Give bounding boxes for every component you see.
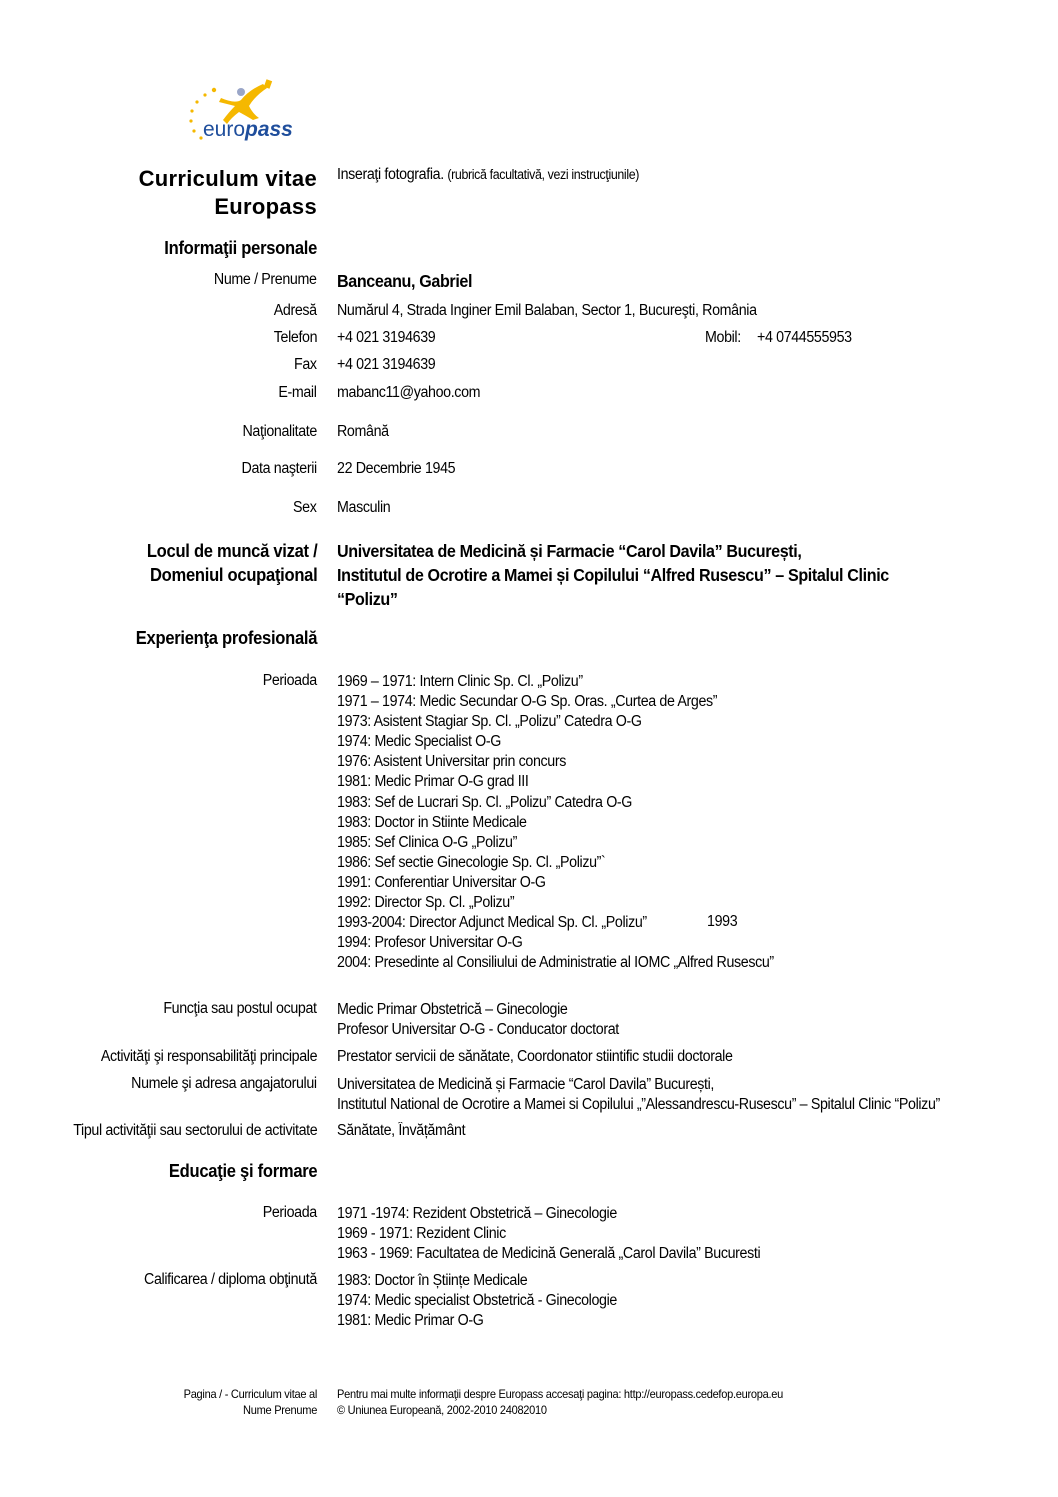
desired-employment-value xyxy=(337,539,889,611)
desired-value-line: “Polizu” xyxy=(337,589,398,609)
mobile-value: +4 0744555953 xyxy=(757,329,852,346)
position-label: Funcţia sau postul ocupat xyxy=(163,1000,317,1017)
mobile-label: Mobil: xyxy=(705,329,741,346)
footer-info-link[interactable]: Pentru mai multe informaţii despre Europass accesaţi pagina: http://europass.cedefop.europa.eu xyxy=(337,1387,783,1401)
desired-value-line: Universitatea de Medicină și Farmacie “Carol Davila” București, xyxy=(337,541,802,561)
experience-period-item: 1981: Medic Primar O-G grad III xyxy=(337,773,529,791)
section-work-experience: Experienţa profesională xyxy=(135,628,317,648)
desired-label-line-2: Domeniul ocupaţional xyxy=(149,565,317,585)
logo-text-pass: pass xyxy=(245,118,293,141)
footer-page-label: Pagina / - Curriculum vitae al xyxy=(183,1387,317,1401)
qualification-item: 1974: Medic specialist Obstetrică - Ginecologie xyxy=(337,1292,617,1310)
experience-period-extra: 1993 xyxy=(707,913,738,930)
document-title xyxy=(139,165,317,221)
experience-period-label: Perioada xyxy=(262,672,317,689)
address-value: Numărul 4, Strada Inginer Emil Balaban, Sector 1, Bucureşti, România xyxy=(337,302,757,319)
activities-value: Prestator servicii de sănătate, Coordonator stiintific studii doctorale xyxy=(337,1048,733,1065)
qualification-item: 1983: Doctor în Științe Medicale xyxy=(337,1272,528,1289)
employer-label: Numele şi adresa angajatorului xyxy=(131,1075,317,1092)
sector-label: Tipul activităţii sau sectorului de activitate xyxy=(72,1122,317,1139)
experience-period-item: 1976: Asistent Universitar prin concurs xyxy=(337,753,566,771)
nationality-label: Naţionalitate xyxy=(242,423,317,440)
sex-value: Masculin xyxy=(337,499,391,516)
phone-label: Telefon xyxy=(273,329,317,346)
email-label: E-mail xyxy=(278,384,317,401)
education-period-item: 1969 - 1971: Rezident Clinic xyxy=(337,1225,506,1243)
footer-name-label: Nume Prenume xyxy=(242,1403,317,1417)
logo-text-euro: euro xyxy=(203,118,246,141)
experience-period-item: 1991: Conferentiar Universitar O-G xyxy=(337,873,546,891)
experience-period-item: 1973: Asistent Stagiar Sp. Cl. „Polizu” Catedra O-G xyxy=(337,713,642,731)
title-line-2: Europass xyxy=(214,194,317,219)
fax-value: +4 021 3194639 xyxy=(337,356,436,373)
experience-period-item: 1983: Sef de Lucrari Sp. Cl. „Polizu” Catedra O-G xyxy=(337,793,633,811)
experience-period-item: 1983: Doctor in Stiinte Medicale xyxy=(337,813,527,831)
footer-right xyxy=(337,1386,783,1418)
birthdate-label: Data naşterii xyxy=(241,460,317,477)
experience-period-item: 1985: Sef Clinica O-G „Polizu” xyxy=(337,833,517,851)
experience-period-item: 2004: Presedinte al Consiliului de Administratie al IOMC „Alfred Rusescu” xyxy=(337,954,774,972)
nationality-value: Română xyxy=(337,423,389,440)
footer-copyright: © Uniunea Europeană, 2002-2010 24082010 xyxy=(337,1403,547,1417)
activities-label: Activităţi şi responsabilităţi principale xyxy=(100,1048,317,1065)
employer-line: Institutul National de Ocrotire a Mamei si Copilului „”Alessandrescu-Rusescu” – Spitalul Clinic “Polizu” xyxy=(337,1096,940,1114)
education-period-label: Perioada xyxy=(262,1204,317,1221)
position-line: Profesor Universitar O-G - Conducator doctorat xyxy=(337,1021,619,1039)
education-period-item: 1963 - 1969: Facultatea de Medicină Generală „Carol Davila” Bucuresti xyxy=(337,1245,761,1263)
position-line: Medic Primar Obstetrică – Ginecologie xyxy=(337,1001,568,1018)
section-education: Educaţie şi formare xyxy=(168,1161,317,1181)
education-period-list xyxy=(337,1204,760,1264)
name-value: Banceanu, Gabriel xyxy=(337,271,473,291)
sector-value: Sănătate, Învățământ xyxy=(337,1122,466,1139)
desired-label-line-1: Locul de muncă vizat / xyxy=(146,541,317,561)
experience-period-item: 1994: Profesor Universitar O-G xyxy=(337,934,523,952)
birthdate-value: 22 Decembrie 1945 xyxy=(337,460,456,477)
address-label: Adresă xyxy=(274,302,317,319)
experience-period-item: 1986: Sef sectie Ginecologie Sp. Cl. „Polizu”` xyxy=(337,853,606,871)
section-personal-info: Informaţii personale xyxy=(164,238,317,258)
experience-period-item: 1971 – 1974: Medic Secundar O-G Sp. Oras. „Curtea de Arges” xyxy=(337,693,718,711)
europass-logo xyxy=(183,78,308,144)
desired-value-line: Institutul de Ocrotire a Mamei și Copilului “Alfred Rusescu” – Spitalul Clinic xyxy=(337,565,889,585)
employer-value xyxy=(337,1075,940,1115)
qualification-list xyxy=(337,1271,617,1331)
name-label: Nume / Prenume xyxy=(214,271,317,288)
photo-placeholder-note xyxy=(337,166,639,184)
title-line-1: Curriculum vitae xyxy=(138,166,317,191)
experience-period-item: 1992: Director Sp. Cl. „Polizu” xyxy=(337,894,515,912)
footer-left xyxy=(184,1386,317,1418)
qualification-label: Calificarea / diploma obţinută xyxy=(144,1271,317,1288)
photo-note-small: (rubrică facultativă, vezi instrucţiunile) xyxy=(447,167,640,182)
experience-period-item: 1969 – 1971: Intern Clinic Sp. Cl. „Polizu” xyxy=(337,673,583,690)
sex-label: Sex xyxy=(293,499,317,516)
email-value[interactable]: mabanc11@yahoo.com xyxy=(337,384,481,401)
experience-period-item: 1993-2004: Director Adjunct Medical Sp. Cl. „Polizu” xyxy=(337,914,647,932)
fax-label: Fax xyxy=(294,356,317,373)
position-value xyxy=(337,1000,619,1040)
photo-note-main: Inseraţi fotografia. xyxy=(337,166,444,183)
phone-value: +4 021 3194639 xyxy=(337,329,436,346)
desired-employment-label xyxy=(146,539,317,587)
employer-line: Universitatea de Medicină și Farmacie “Carol Davila” București, xyxy=(337,1076,715,1093)
education-period-item: 1971 -1974: Rezident Obstetrică – Ginecologie xyxy=(337,1205,617,1222)
experience-period-item: 1974: Medic Specialist O-G xyxy=(337,733,502,751)
qualification-item: 1981: Medic Primar O-G xyxy=(337,1312,484,1330)
